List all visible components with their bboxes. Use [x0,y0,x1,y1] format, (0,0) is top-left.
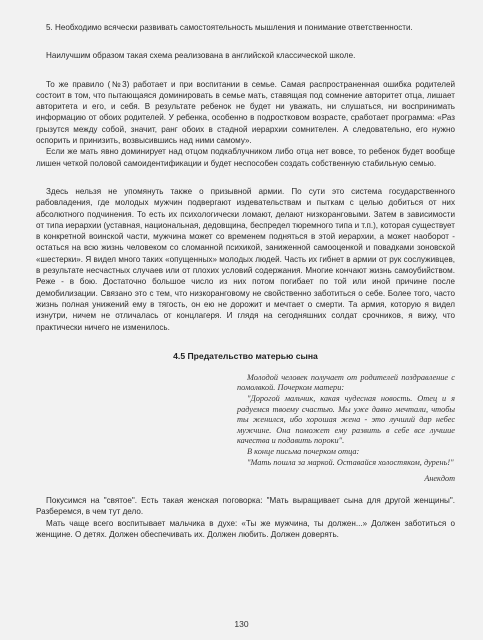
epigraph-attribution: Анекдот [424,474,455,484]
epigraph-line-4: "Мать пошла за маркой. Оставайся холостяком, дурень!" [247,457,454,467]
paragraph-3: То же правило (№3) работает и при воспитании в семье. Самая распространенная ошибка родителей состоит в том, что пытающаяся доминировать в семье мать, ставящая под сомнение авторитет отца, лишает авторитета и его, и себя. В результате ребенок не будет ни уважать, ни слушаться, ни воспринимать информацию от обоих родителей. У ребенка, особенно в подростковом возрасте, сработает программа: «Раз грызутся между собой, значит, ранг обоих в стадной иерархии сомнителен. А следовательно, его нужно оспорить и принизить, возвысившись над ними самому». [36,79,455,146]
section-title: 4.5 Предательство матерью сына [173,350,318,361]
paragraph-2: Наилучшим образом такая схема реализована в английской классической школе. [46,51,356,61]
paragraph-7: Мать чаще всего воспитывает мальчика в духе: «Ты же мужчина, ты должен...» Должен заботиться о женщине. О детях. Должен обеспечивать их. Должен любить. Должен доверять. [36,518,455,540]
paragraph-6: Покусимся на "святое". Есть такая женская поговорка: "Мать выращивает сына для другой женщины". Разберемся, в чем тут дело. [36,496,455,517]
epigraph-line-1: Молодой человек получает от родителей поздравление с помолвкой. Почерком матери: [237,372,455,393]
paragraph-5: Здесь нельзя не упомянуть также о призывной армии. По сути это система государственного рабовладения, где молодых мужчин подвергают издевательствам и пыткам с целью добиться от них абсолютного подчинения. То есть их психологически ломают, делают низкоранговыми. Затем в зависимости от типа иерархии (уставная, национальная, дедовщина, беспредел тюремного типа и т.п.), которая существует в конкретной воинской части, мужчина может со временем подняться в этой иерархии, а может наоборот - остаться на всю жизнь человеком со сломанной психикой, заниженной самооценкой и повадками зоновской «шестерки». Я видел много таких «опущенных» молодых людей. Часть их гибнет в армии от рук сослуживцев, в результате несчастных случаев или от плохих условий содержания. Многие кончают жизнь самоубийством. Реже - в бою. Достаточно большое число из них потом погибает по той или иной причине после демобилизации. Связано это с тем, что низкоранговому не свойственно заботиться о себе. Более того, часто жизнь полная унижений ему в тягость, он ею не дорожит и мечтает о смерти. Та армия, которую я видел изнутри, ничем не отличалась от концлагеря. И глядя на сегодняшних солдат срочников, я вижу, что практически ничего не изменилось. [36,186,455,332]
page-number: 130 [234,619,249,629]
paragraph-1: 5. Необходимо всячески развивать самостоятельность мышления и понимание ответственности. [46,23,413,32]
paragraph-4: Если же мать явно доминирует над отцом подкаблучником либо отца нет вовсе, то ребенок будет вообще лишен четкой половой самоидентификации и будет неспособен создать собственную стабильную семью. [36,147,455,168]
epigraph-line-3: В конце письма почерком отца: [247,446,360,456]
epigraph [237,373,455,468]
epigraph-line-2: "Дорогой мальчик, какая чудесная новость. Отец и я радуемся твоему счастью. Мы уже давно мечтали, чтобы ты женился, ибо хорошая жена - это лучший дар небес мужчине. Она поможет ему развить в себе все лучшие качества и подавить пороки". [237,394,455,446]
document-page [36,22,455,540]
